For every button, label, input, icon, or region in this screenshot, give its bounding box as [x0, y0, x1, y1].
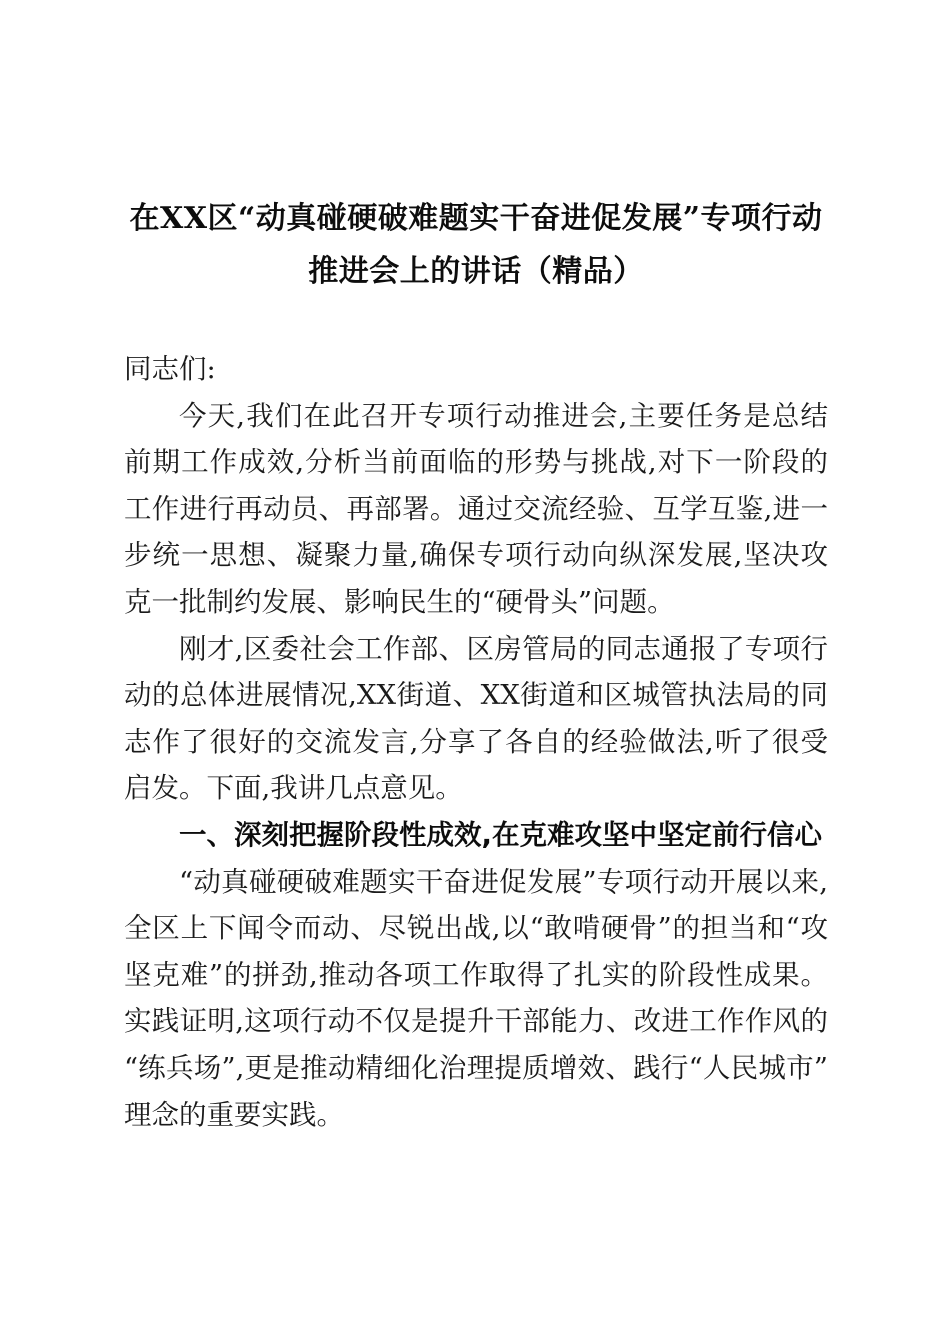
section-heading-1: 一、深刻把握阶段性成效,在克难攻坚中坚定前行信心 — [179, 818, 822, 851]
top-margin-spacer — [124, 0, 828, 192]
salutation-line: 同志们: — [124, 353, 216, 385]
body-paragraph-2: 刚才,区委社会工作部、区房管局的同志通报了专项行动的总体进展情况,XX街道、XX街道和区城管执法局的同志作了很好的交流发言,分享了各自的经验做法,听了很受启发。下面,我讲几点意见。 — [124, 632, 828, 805]
page-title — [124, 192, 828, 298]
page-title-line-1: 在XX区“动真碰硬破难题实干奋进促发展”专项行动 — [129, 201, 823, 236]
document-body — [124, 0, 828, 1138]
page-title-line-2: 推进会上的讲话（精品） — [308, 254, 644, 289]
body-paragraph-3: “动真碰硬破难题实干奋进促发展”专项行动开展以来,全区上下闻令而动、尽锐出战,以“敢啃硬骨”的担当和“攻坚克难”的拼劲,推动各项工作取得了扎实的阶段性成果。实践证明,这项行动不仅是提升干部能力、改进工作作风的“练兵场”,更是推动精细化治理提质增效、践行“人民城市”理念的重要实践。 — [124, 865, 828, 1131]
title-body-spacer — [124, 298, 828, 346]
body-paragraph-1: 今天,我们在此召开专项行动推进会,主要任务是总结前期工作成效,分析当前面临的形势与挑战,对下一阶段的工作进行再动员、再部署。通过交流经验、互学互鉴,进一步统一思想、凝聚力量,确保专项行动向纵深发展,坚决攻克一批制约发展、影响民生的“硬骨头”问题。 — [124, 399, 828, 618]
